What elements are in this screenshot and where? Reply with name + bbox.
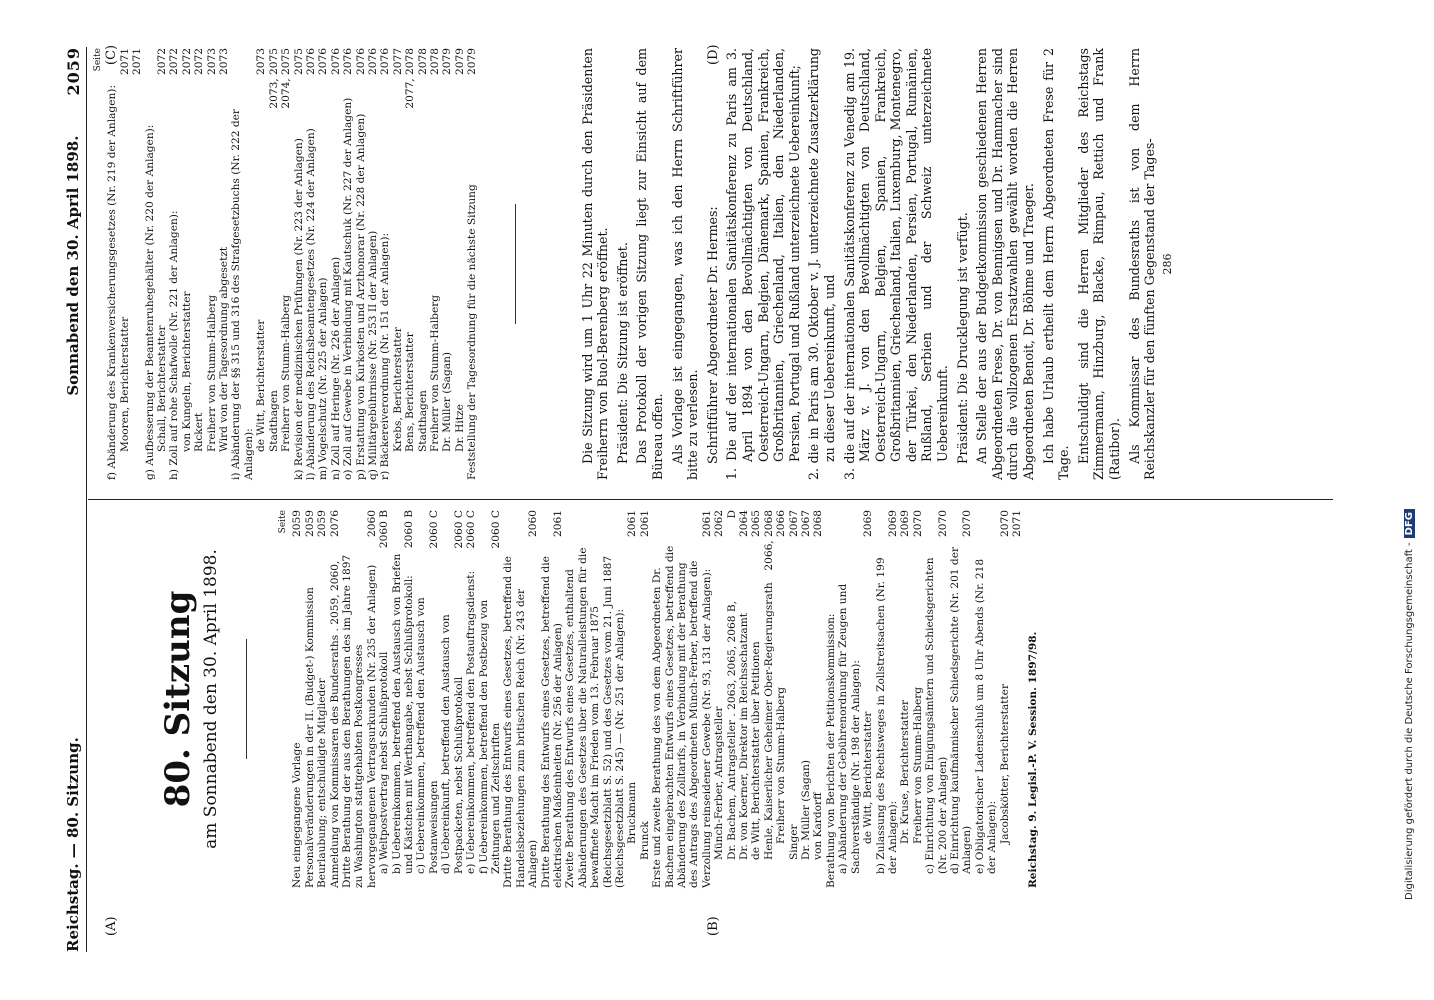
margin-letter-c: (C) bbox=[104, 44, 119, 65]
toc-entry-page: 2060 C bbox=[452, 510, 465, 549]
toc-entry-page: 2076 bbox=[304, 48, 317, 75]
toc-entry-page: 2067 bbox=[787, 510, 800, 537]
margin-letter-a: (A) bbox=[104, 916, 119, 936]
toc-entry-text: o) Zoll auf Gewebe in Verbindung mit Kautschuk (Nr. 227 der Anlagen) bbox=[342, 97, 355, 480]
toc-entry bbox=[193, 48, 205, 480]
toc-entry-page: 2076 bbox=[366, 48, 379, 75]
toc-entry-page: 2070 bbox=[911, 510, 924, 537]
toc-entry-text: Stadthagen bbox=[416, 390, 429, 452]
toc-entry-page: 2078 bbox=[428, 48, 441, 75]
toc-entry bbox=[379, 48, 391, 480]
toc-entry bbox=[763, 510, 775, 888]
toc-entry bbox=[899, 510, 911, 888]
toc-entry-page: 2059 bbox=[291, 510, 304, 537]
seite-label-right: Seite bbox=[93, 48, 103, 72]
left-column bbox=[92, 510, 1040, 888]
toc-entry-page: 2076 bbox=[354, 48, 367, 75]
toc-entry-text: c) Einrichtung von Einigungsämtern und Schiedsgerichten (Nr. 200 der Anlagen) bbox=[924, 557, 949, 874]
toc-entry-text: Singer bbox=[787, 824, 800, 860]
toc-entry-text: de Witt, Berichterstatter über Petitionen bbox=[750, 641, 763, 860]
proceedings-paragraph: Das Protokoll der vorigen Sitzung liegt zur Einsicht auf dem Büreau offen. bbox=[634, 48, 665, 480]
toc-entry bbox=[540, 510, 565, 888]
toc-entry-page: 2077 bbox=[391, 48, 404, 75]
toc-entry-page: 2070 bbox=[961, 510, 974, 537]
toc-entry bbox=[218, 48, 230, 480]
toc-entry-page: 2064 bbox=[738, 510, 751, 537]
column-divider bbox=[88, 499, 1333, 500]
table-of-contents-right bbox=[106, 48, 478, 480]
toc-entry-text: Dr. Kruse, Berichterstatter bbox=[899, 699, 912, 844]
toc-entry-page: 2069 bbox=[899, 510, 912, 537]
toc-entry-page: 2060 C bbox=[427, 510, 440, 549]
session-title: 80. Sitzung bbox=[158, 590, 198, 808]
toc-entry bbox=[924, 510, 949, 888]
toc-entry bbox=[156, 48, 168, 480]
toc-entry-text: von Kardorff bbox=[812, 792, 825, 860]
toc-entry-text: p) Erstattung von Kurkosten und Arzthonorar (Nr. 228 der Anlagen) bbox=[354, 113, 367, 480]
toc-entry-page: 2076 bbox=[342, 48, 355, 75]
toc-entry-text: q) Militärgebührnisse (Nr. 253 II der Anlagen) bbox=[366, 230, 379, 480]
toc-entry bbox=[862, 510, 874, 888]
toc-entry-text: Schall, Berichterstatter bbox=[156, 325, 169, 452]
proceedings-paragraph: Entschuldigt sind die Herren Mitglieder des Reichstags Zimmermann, Hinzburg, Blacke, Rimpau, Rettich und Frank (Ratibor). bbox=[1075, 48, 1122, 480]
toc-entry bbox=[626, 510, 638, 888]
toc-entry-text: c) Uebereinkommen, betreffend den Austausch von Postanweisungen bbox=[415, 597, 440, 874]
toc-entry-text: k) Revision der medizinischen Prüfungen (Nr. 223 der Anlagen) bbox=[292, 138, 305, 480]
toc-entry-text: g) Aufbesserung der Beamtenruhegehälter (Nr. 220 der Anlagen): bbox=[143, 124, 156, 480]
toc-entry-text: Zweite Berathung des Entwurfs eines Gesetzes, enthaltend Abänderungen des Gesetzes über die Naturalleistungen für die bewaffnete Macht im Frieden vom 13. Februar 1875 (Reichsgesetzblatt S. 52) und des Gesetzes vom 21. Juni 1887 (Reichsgesetzblatt S. 245) — (Nr. 251 der Anlagen): bbox=[564, 547, 626, 888]
toc-entry bbox=[341, 510, 378, 888]
toc-entry bbox=[230, 48, 255, 480]
toc-entry bbox=[291, 510, 303, 888]
toc-entry bbox=[144, 48, 156, 480]
toc-entry-page: 2061 bbox=[626, 510, 639, 537]
toc-entry bbox=[316, 510, 328, 888]
margin-letter-d: (D) bbox=[706, 44, 721, 65]
toc-entry-page: 2071 bbox=[118, 48, 131, 75]
toc-entry-text: m) Vogelschutz (Nr. 225 der Anlagen) bbox=[317, 277, 330, 480]
toc-entry bbox=[1011, 510, 1023, 888]
toc-entry bbox=[391, 510, 416, 888]
toc-entry-page: 2079 bbox=[466, 48, 479, 75]
toc-entry bbox=[392, 48, 404, 480]
toc-entry bbox=[330, 48, 342, 480]
toc-entry-page: 2073 bbox=[218, 48, 231, 75]
toc-entry-page: 2062 bbox=[713, 510, 726, 537]
toc-entry bbox=[713, 510, 725, 888]
toc-entry bbox=[775, 510, 787, 888]
toc-entry bbox=[417, 48, 429, 480]
toc-entry bbox=[255, 48, 267, 480]
toc-entry-text: Freiherr von Stumm-Halberg bbox=[911, 686, 924, 844]
toc-entry-page: 2068 bbox=[812, 510, 825, 537]
toc-entry bbox=[305, 48, 317, 480]
toc-entry-text: Stadthagen bbox=[267, 390, 280, 452]
toc-entry bbox=[651, 510, 713, 888]
toc-entry-page: 2079 bbox=[441, 48, 454, 75]
toc-entry bbox=[949, 510, 974, 888]
proceedings-paragraph: Ich habe Urlaub ertheilt dem Herrn Abgeordneten Frese für 2 Tage. bbox=[1040, 48, 1072, 480]
running-header bbox=[62, 47, 84, 952]
dfg-notice-text: Digitalisierung gefördert durch die Deutsche Forschungsgemeinschaft - bbox=[1404, 542, 1415, 900]
toc-entry-text: Dr. Müller (Sagan) bbox=[441, 351, 454, 452]
toc-entry-text: Freiherr von Stumm-Halberg bbox=[775, 686, 788, 844]
toc-entry bbox=[738, 510, 750, 888]
toc-entry bbox=[440, 510, 465, 888]
toc-entry-page: 2072 bbox=[156, 48, 169, 75]
page-number: 2059 bbox=[63, 47, 83, 96]
toc-entry bbox=[875, 510, 900, 888]
toc-entry-text: l) Abänderung des Reichsbeamtengesetzes (Nr. 224 der Anlagen) bbox=[304, 128, 317, 480]
legislature-footer: Reichstag. 9. Legisl.-P. V. Session. 1897/98. bbox=[1027, 631, 1040, 888]
toc-entry bbox=[478, 510, 503, 888]
toc-entry-page: 2073 bbox=[255, 48, 268, 75]
toc-entry bbox=[800, 510, 812, 888]
toc-entry-page: 2060 bbox=[527, 510, 540, 537]
toc-entry-text: Krebs, Berichterstatter bbox=[391, 327, 404, 452]
toc-entry bbox=[317, 48, 329, 480]
toc-entry bbox=[465, 510, 477, 888]
toc-entry-text: Jacobskötter, Berichterstatter bbox=[998, 683, 1011, 844]
toc-entry-page: 2076 bbox=[329, 48, 342, 75]
toc-entry-text: Freiherr von Stumm-Halberg bbox=[280, 294, 293, 452]
toc-entry-page: 2076 bbox=[379, 48, 392, 75]
dfg-logo: DFG bbox=[1404, 509, 1415, 538]
toc-entry bbox=[825, 510, 837, 888]
toc-entry bbox=[750, 510, 762, 888]
toc-entry bbox=[280, 48, 292, 480]
toc-entry-page: 2069 bbox=[862, 510, 875, 537]
toc-entry-text: Bruckmann bbox=[626, 781, 639, 844]
toc-entry-text: Dritte Berathung der aus den Berathungen des im Jahre 1897 zu Washington stattgehabten Postkongresses hervorgegangenen Vertragsurkunden (Nr. 235 der Anlagen) bbox=[341, 554, 378, 888]
toc-entry-text: a) Weltpostvertrag nebst Schlußprotokoll bbox=[378, 651, 391, 874]
toc-entry-page: 2073, 2075 bbox=[267, 48, 280, 109]
proceedings-paragraph: Präsident: Die Drucklegung ist verfügt. bbox=[954, 212, 970, 464]
toc-entry bbox=[726, 510, 738, 888]
margin-letter-b: (B) bbox=[706, 916, 721, 936]
toc-entry bbox=[168, 48, 180, 480]
toc-entry bbox=[304, 510, 316, 888]
toc-entry-text: a) Abänderung der Gebührenordnung für Zeugen und Sachverständige (Nr. 198 der Anlagen): bbox=[837, 583, 862, 874]
toc-entry-page: 2059 bbox=[303, 510, 316, 537]
toc-entry-page: 2066 bbox=[775, 510, 788, 537]
toc-entry-page: 2069 bbox=[886, 510, 899, 537]
toc-entry bbox=[415, 510, 440, 888]
toc-entry bbox=[342, 48, 354, 480]
proceedings-paragraph: 1. Die auf der internationalen Sanitätskonferenz zu Paris am 3. April 1894 von den Bevollmächtigten von Deutschland, Oesterreich-Ungarn, Belgien, Dänemark, Spanien, Frankreich, Großbritannien, Griechenland, Italien, den Niederlanden, Persien, Portugal und Rußland unterzeichnete Uebereinkunft; bbox=[724, 48, 802, 480]
toc-entry bbox=[837, 510, 862, 888]
toc-entry-page: 2061 bbox=[638, 510, 651, 537]
toc-entry bbox=[441, 48, 453, 480]
proceedings-paragraph: Als Vorlage ist eingegangen, was ich den Herrn Schriftführer bitte zu verlesen. bbox=[669, 48, 701, 480]
toc-entry-page: 2078 bbox=[416, 48, 429, 75]
seite-label: Seite bbox=[278, 510, 288, 534]
toc-entry-page: 2071 bbox=[131, 48, 144, 75]
toc-entry-page: 2072 bbox=[180, 48, 193, 75]
toc-entry bbox=[564, 510, 626, 888]
proceedings-paragraph: Als Kommissar des Bundesraths ist von dem Herrn Reichskanzler für den fünften Gegenstand der Tages- bbox=[1126, 48, 1158, 480]
toc-entry-page: 2072 bbox=[193, 48, 206, 75]
toc-entry bbox=[181, 48, 193, 480]
signature-number: 286 bbox=[1160, 253, 1174, 275]
toc-entry bbox=[378, 510, 390, 888]
proceedings-paragraph: Die Sitzung wird um 1 Uhr 22 Minuten durch den Präsidenten Freiherrn von Buol-Berenberg eröffnet. bbox=[579, 48, 611, 480]
toc-entry-page: 2070 bbox=[936, 510, 949, 537]
toc-entry-text: Dr. Müller (Sagan) bbox=[800, 759, 813, 860]
toc-entry bbox=[268, 48, 280, 480]
toc-entry-text: Brunck bbox=[638, 821, 651, 860]
toc-entry bbox=[812, 510, 824, 888]
toc-entry-text: Personalveränderungen in der II. (Budget-) Kommission bbox=[303, 587, 316, 888]
proceedings-paragraph: Schriftführer Abgeordneter Dr. Hermes: bbox=[704, 206, 720, 464]
toc-entry-page: 2071 bbox=[1010, 510, 1023, 537]
toc-entry-text: Mooren, Berichterstatter bbox=[118, 316, 131, 452]
toc-entry-page: 2066, 2068 bbox=[762, 510, 775, 571]
toc-entry-text: Dr. Hitze bbox=[453, 404, 466, 452]
toc-entry-text: Münch-Ferber, Antragsteller bbox=[713, 706, 726, 860]
toc-entry-text: de Witt, Berichterstatter bbox=[255, 319, 268, 452]
toc-entry-text: de Witt, Berichterstatter bbox=[862, 711, 875, 844]
toc-entry-page: 2076 bbox=[328, 510, 341, 537]
table-of-contents-left bbox=[291, 510, 1023, 888]
toc-entry bbox=[502, 510, 539, 888]
header-left: Reichstag. — 80. Sitzung. bbox=[64, 737, 82, 952]
toc-entry-text: i) Abänderung der §§ 315 und 316 des Strafgesetzbuchs (Nr. 222 der Anlagen): bbox=[230, 109, 255, 480]
toc-entry-page: D bbox=[725, 510, 738, 519]
toc-entry-text: Rickert bbox=[193, 412, 206, 452]
proceedings-paragraph: Präsident: Die Sitzung ist eröffnet. bbox=[614, 242, 630, 464]
toc-entry-page: 2060 B bbox=[378, 510, 391, 549]
header-rule bbox=[86, 47, 87, 952]
toc-entry-text: b) Uebereinkommen, betreffend den Austausch von Briefen und Kästchen mit Werthangabe, nebst Schlußprotokoll: bbox=[390, 553, 416, 874]
toc-entry-page: 2059 bbox=[316, 510, 329, 537]
toc-entry-text: Anmeldung von Kommissaren des Bundesraths . 2059, 2060, bbox=[328, 560, 341, 888]
toc-entry-page: 2067 bbox=[800, 510, 813, 537]
toc-entry bbox=[106, 48, 118, 480]
toc-entry bbox=[466, 48, 478, 480]
toc-entry-page: 2079 bbox=[453, 48, 466, 75]
toc-entry-page: 2060 C bbox=[489, 510, 502, 549]
toc-entry-page: 2077, 2078 bbox=[404, 48, 417, 109]
toc-entry-text: Neu eingegangene Vorlage bbox=[291, 742, 304, 888]
toc-entry bbox=[404, 48, 416, 480]
toc-entry-page: 2060 C bbox=[465, 510, 478, 549]
toc-entry-page: 2075 bbox=[292, 48, 305, 75]
toc-entry bbox=[367, 48, 379, 480]
toc-entry-text: Dr. Bachem, Antragsteller . 2063, 2065, 2068 B, bbox=[725, 601, 738, 860]
toc-entry-text: Beurlaubung; entschuldigte Mitglieder bbox=[316, 678, 329, 888]
session-date: am Sonnabend den 30. April 1898. bbox=[201, 549, 221, 849]
toc-entry-page: 2060 B bbox=[403, 510, 416, 549]
toc-entry bbox=[119, 48, 131, 480]
toc-entry-page: 2060 bbox=[365, 510, 378, 537]
toc-entry bbox=[974, 510, 999, 888]
toc-entry bbox=[329, 510, 341, 888]
session-proceedings bbox=[580, 48, 1158, 480]
toc-entry-text: b) Zulassung des Rechtsweges in Zollstreitsachen (Nr. 199 der Anlagen): bbox=[874, 557, 899, 874]
toc-entry bbox=[131, 48, 143, 480]
toc-entry-text: Wird von der Tagesordnung abgesetzt bbox=[218, 246, 231, 452]
toc-entry bbox=[912, 510, 924, 888]
toc-entry-page: 2070 bbox=[998, 510, 1011, 537]
toc-entry-text: d) Einrichtung kaufmännischer Schiedsgerichte (Nr. 201 der Anlagen) bbox=[948, 546, 974, 874]
toc-entry-page: 2065 bbox=[750, 510, 763, 537]
toc-entry-text: Freiherr von Stumm-Halberg bbox=[205, 294, 218, 452]
toc-entry-text: Freiherr von Stumm-Halberg bbox=[428, 294, 441, 452]
toc-entry bbox=[454, 48, 466, 480]
toc-entry-text: r) Bäckereiverordnung (Nr. 151 der Anlagen): bbox=[379, 232, 392, 480]
proceedings-paragraph: An Stelle der aus der Budgetkommission geschiedenen Herren Abgeordneten Frese, Dr. von Bennigsen und Dr. Hammacher sind durch die vollzogenen Ersatzwahlen gewählt worden die Herren Abgeordneten Benoit, Dr. Böhme und Traeger. bbox=[974, 48, 1037, 480]
toc-entry-page: 2076 bbox=[317, 48, 330, 75]
header-right: Sonnabend den 30. April 1898. bbox=[64, 135, 82, 396]
dfg-notice bbox=[1404, 40, 1415, 900]
toc-entry-text: e) Obligatorischer Ladenschluß um 8 Uhr Abends (Nr. 218 der Anlagen): bbox=[973, 558, 999, 874]
toc-entry bbox=[429, 48, 441, 480]
proceedings-paragraph: 2. die in Paris am 30. Oktober v. J. unterzeichnete Zusatzerklärung zu dieser Uebereinkunft, und bbox=[806, 48, 837, 480]
toc-entry bbox=[355, 48, 367, 480]
toc-entry-page: 2061 bbox=[700, 510, 713, 537]
toc-entry-page: 2061 bbox=[551, 510, 564, 537]
toc-entry-text: f) Uebereinkommen, betreffend den Postbezug von Zeitungen und Zeitschriften bbox=[477, 599, 502, 874]
toc-entry-text: Berathung von Berichten der Petitionskommission: bbox=[824, 613, 837, 888]
toc-entry-text: e) Uebereinkommen, betreffend den Postauftragsdienst: bbox=[465, 570, 478, 874]
toc-entry-text: h) Zoll auf rohe Schafwolle (Nr. 221 der Anlagen): bbox=[168, 210, 181, 480]
toc-entry-text: Dritte Berathung des Entwurfs eines Gesetzes, betreffend die elektrischen Maßeinheiten (Nr. 256 der Anlagen) bbox=[539, 556, 564, 888]
toc-entry-text: Feststellung der Tagesordnung für die nächste Sitzung bbox=[466, 184, 479, 480]
toc-entry-text: Erste und zweite Berathung des von dem Abgeordneten Dr. Bachem eingebrachten Entwurfs eines Gesetzes, betreffend die Abänderung des Zolltarifs, in Verbindung mit der Berathung des Antrags des Abgeordneten Münch-Ferber, betreffend die Verzollung reinseidener Gewebe (Nr. 93, 131 der Anlagen): bbox=[651, 545, 713, 888]
toc-entry-text: d) Uebereinkunft, betreffend den Austausch von Postpacketen, nebst Schlußprotokoll bbox=[440, 614, 465, 874]
toc-entry-text: von Kungeln, Berichterstatter bbox=[180, 291, 193, 452]
section-divider bbox=[515, 204, 516, 324]
toc-entry-page: 2072 bbox=[168, 48, 181, 75]
toc-entry-page: 2074, 2075 bbox=[280, 48, 293, 109]
toc-entry-text: Dritte Berathung des Entwurfs eines Gesetzes, betreffend die Handelsbeziehungen zum britischen Reich (Nr. 243 der Anlagen) bbox=[502, 556, 540, 888]
right-column bbox=[92, 48, 1174, 480]
toc-entry-page: 2073 bbox=[205, 48, 218, 75]
toc-entry-text: f) Abänderung des Krankenversicherungsgesetzes (Nr. 219 der Anlagen): bbox=[106, 84, 119, 480]
toc-entry-text: Bens, Berichterstatter bbox=[404, 332, 417, 452]
toc-entry-text: Dr. von Koerner, Direktor im Reichsschatzamt bbox=[738, 612, 751, 860]
toc-entry-text: n) Zoll auf Heringe (Nr. 226 der Anlagen) bbox=[329, 256, 342, 480]
toc-entry bbox=[999, 510, 1011, 888]
toc-entry-text: Henle, Kaiserlicher Geheimer Ober-Regierungsrath bbox=[762, 582, 775, 860]
toc-entry bbox=[206, 48, 218, 480]
toc-entry bbox=[293, 48, 305, 480]
toc-entry bbox=[788, 510, 800, 888]
toc-entry bbox=[639, 510, 651, 888]
title-divider bbox=[246, 639, 247, 759]
proceedings-paragraph: 3. die auf der internationalen Sanitätskonferenz zu Venedig am 19. März v. J. von den Bevollmächtigten von Deutschland, Oesterreich-Ungarn, Belgien, Spanien, Frankreich, Großbritannien, Griechenland, Italien, Luxemburg, Montenegro, der Türkei, den Niederlanden, Persien, Portugal, Rumänien, Rußland, Serbien und der Schweiz unterzeichnete Uebereinkunft. bbox=[841, 48, 951, 480]
